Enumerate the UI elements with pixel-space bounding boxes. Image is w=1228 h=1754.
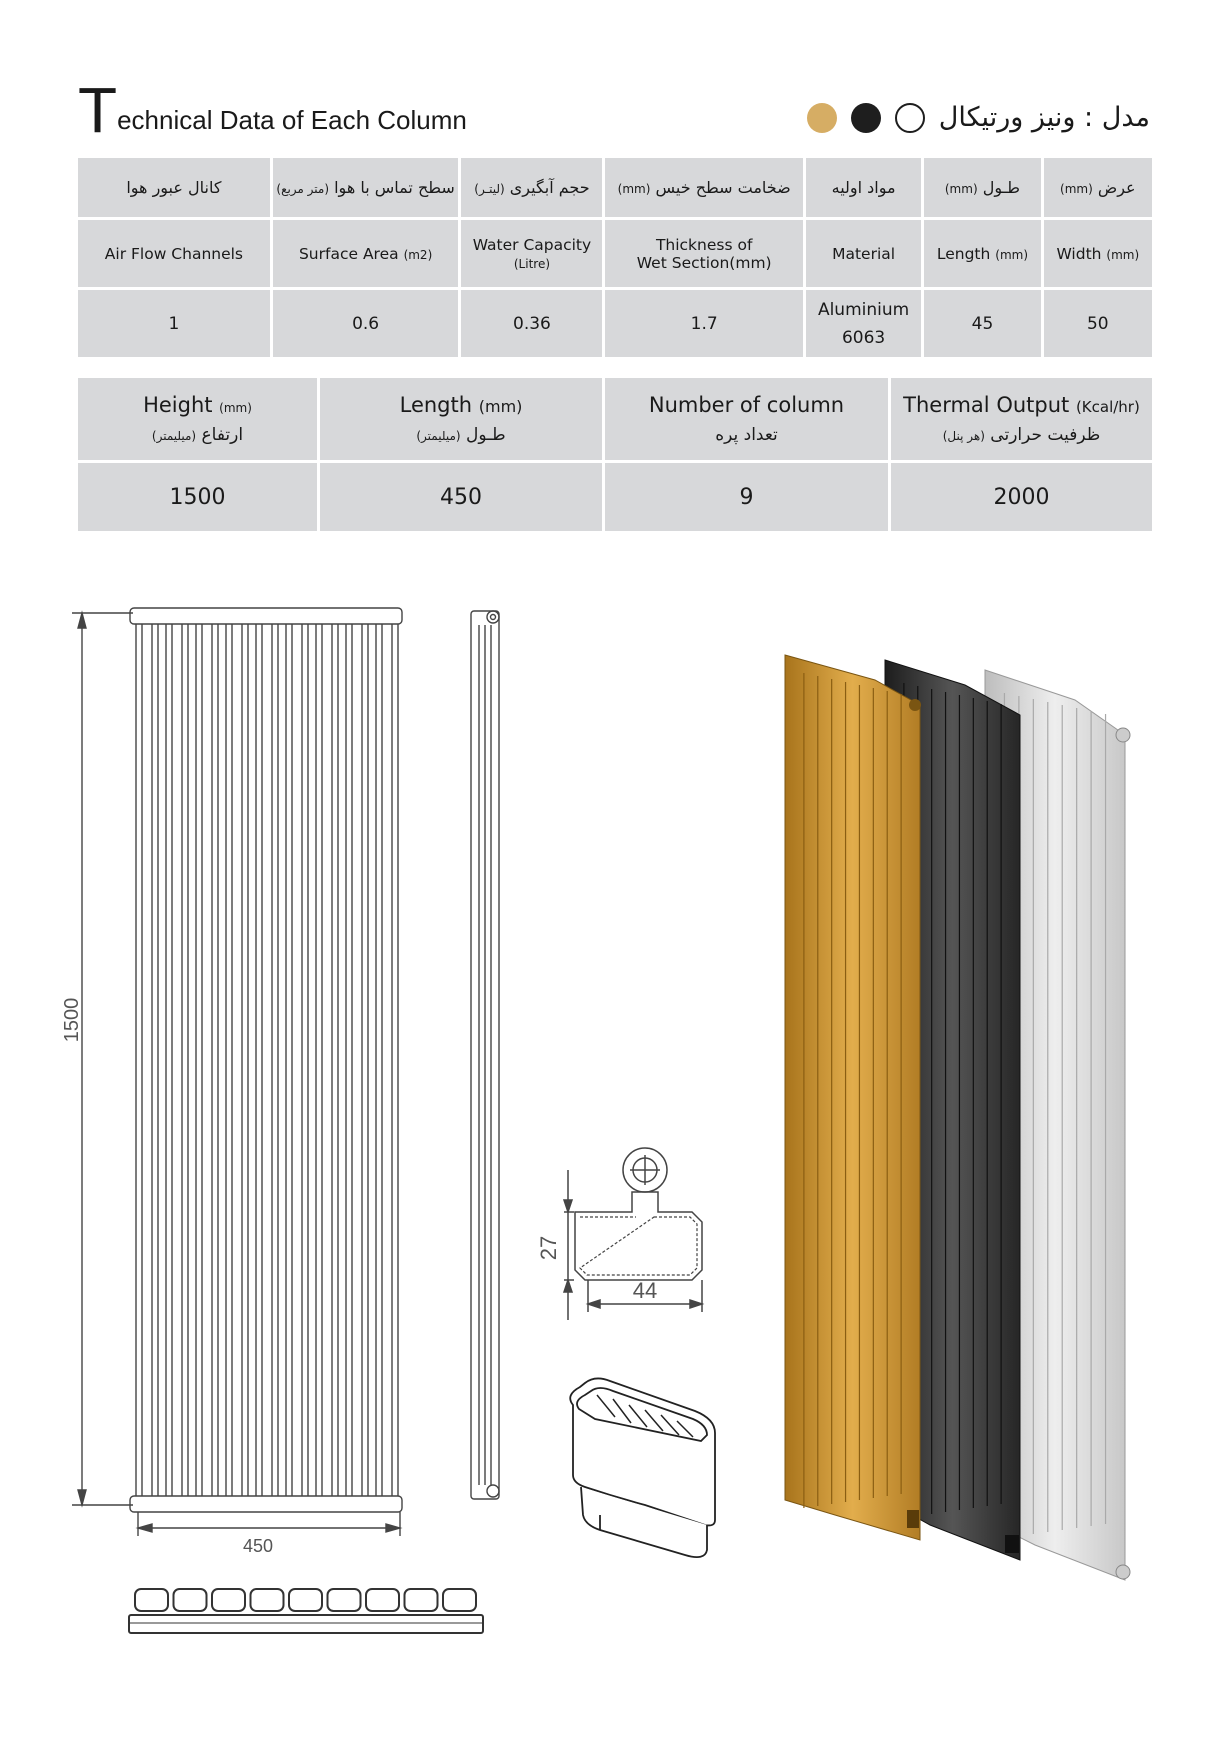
header-text: کانال عبور هوا <box>126 178 222 197</box>
header-unit: (mm) <box>944 182 978 196</box>
fa-header <box>892 425 1151 445</box>
header-unit: (لیتـر) <box>474 182 505 196</box>
header-text: Number of column <box>648 393 845 417</box>
fa-header-cell <box>78 158 270 217</box>
gold-swatch-icon <box>807 103 837 133</box>
header-text: سطح تماس با هوا <box>334 178 455 197</box>
header-unit: (mm) <box>1106 247 1140 262</box>
title-rest: echnical Data of Each Column <box>117 105 467 135</box>
header-unit: (mm) <box>478 397 523 416</box>
header-text: Thermal Output <box>903 393 1070 417</box>
en-header-cell <box>273 220 459 287</box>
english-header-row <box>78 220 1152 287</box>
panel-value-cell: 9 <box>605 463 888 531</box>
header-text: Width <box>1056 244 1102 263</box>
fa-header <box>79 425 316 445</box>
header-text: Thickness of <box>655 235 753 254</box>
header-unit: (Kcal/hr) <box>1075 398 1140 416</box>
header-unit: (میلیمتر) <box>416 429 461 443</box>
fa-header <box>606 425 887 445</box>
radiator-renders <box>785 640 1170 1600</box>
fa-header-cell <box>1044 158 1152 217</box>
panel-header-cell <box>605 378 888 460</box>
model-label: مدل : ونیز ورتیکال <box>938 102 1150 133</box>
panel-header-cell <box>891 378 1152 460</box>
en-header-cell <box>78 220 270 287</box>
header-text: عرض <box>1097 178 1136 197</box>
header-text: Air Flow Channels <box>104 244 244 263</box>
en-header-cell <box>1044 220 1152 287</box>
column-cell <box>443 1589 476 1611</box>
model-header <box>807 102 1150 133</box>
header-unit: (متر مربع) <box>276 182 330 196</box>
header-text: حجم آبگیری <box>509 178 590 197</box>
value-cell: 1 <box>78 290 270 357</box>
panel-value-cell: 2000 <box>891 463 1152 531</box>
value-cell: Aluminium 6063 <box>806 290 921 357</box>
en-header-cell <box>461 220 602 287</box>
header-unit: (m2) <box>403 247 433 262</box>
profile-section-drawing <box>530 1140 720 1330</box>
column-cell <box>212 1589 245 1611</box>
fa-header-cell <box>461 158 602 217</box>
title-initial: T <box>78 74 118 146</box>
value-cell: 45 <box>924 290 1040 357</box>
profile-height-label: 27 <box>536 1235 561 1261</box>
front-elevation-drawing <box>50 600 420 1556</box>
en-header-cell <box>806 220 921 287</box>
header-unit: (میلیمتر) <box>151 429 197 443</box>
gold-radiator <box>785 655 921 1540</box>
fa-header-cell <box>605 158 802 217</box>
width-dimension-label: 450 <box>242 1536 274 1556</box>
side-elevation-drawing <box>465 605 505 1505</box>
header-unit: (هر پنل) <box>942 429 985 443</box>
value-cell: 1.7 <box>605 290 802 357</box>
header-unit: (mm) <box>219 401 252 415</box>
panel-header-cell <box>78 378 317 460</box>
header-text: ضخامت سطح خیس <box>655 178 791 197</box>
top-view-drawing <box>125 1585 495 1640</box>
column-cell <box>174 1589 207 1611</box>
header-text: Length <box>399 393 473 417</box>
column-cell <box>135 1589 168 1611</box>
header-text: تعداد پره <box>715 425 778 445</box>
page-title <box>78 74 467 146</box>
panel-header-cell <box>320 378 602 460</box>
header-unit: (mm) <box>617 182 651 196</box>
white-swatch-icon <box>895 103 925 133</box>
panel-value-row <box>78 463 1152 531</box>
header-unit: (mm) <box>995 247 1029 262</box>
en-header-cell <box>924 220 1040 287</box>
panel-spec-table <box>75 375 1155 534</box>
column-cell <box>405 1589 438 1611</box>
header-text: طـول <box>982 178 1021 197</box>
column-cell <box>366 1589 399 1611</box>
header-text: Height <box>143 393 213 417</box>
header-unit: Wet Section(mm) <box>636 253 772 272</box>
black-swatch-icon <box>851 103 881 133</box>
profile-width-label: 44 <box>632 1278 658 1303</box>
panel-header-row <box>78 378 1152 460</box>
en-header-cell <box>605 220 802 287</box>
header-unit: (Litre) <box>513 256 551 271</box>
fa-header <box>321 425 601 445</box>
column-spec-table <box>75 155 1155 360</box>
header-text: Surface Area <box>298 244 399 263</box>
height-dimension-label: 1500 <box>61 997 83 1043</box>
value-cell: 50 <box>1044 290 1152 357</box>
value-row <box>78 290 1152 357</box>
column-cell <box>251 1589 284 1611</box>
column-isometric-drawing <box>555 1375 725 1585</box>
header-text: طـول <box>465 425 506 445</box>
panel-value-cell: 450 <box>320 463 602 531</box>
header-text: ظرفیت حرارتی <box>990 425 1101 445</box>
header-text: Length <box>936 244 991 263</box>
header-text: Water Capacity <box>472 235 592 254</box>
value-cell: 0.36 <box>461 290 602 357</box>
fa-header-cell <box>806 158 921 217</box>
column-cell <box>289 1589 322 1611</box>
panel-value-cell: 1500 <box>78 463 317 531</box>
fa-header-cell <box>273 158 459 217</box>
column-cell <box>328 1589 361 1611</box>
farsi-header-row <box>78 158 1152 217</box>
header-text: مواد اولیه <box>831 178 896 197</box>
header-text: Material <box>832 244 896 263</box>
header-text: ارتفاع <box>201 425 244 445</box>
value-cell: 0.6 <box>273 290 459 357</box>
header-unit: (mm) <box>1060 182 1093 196</box>
fa-header-cell <box>924 158 1040 217</box>
